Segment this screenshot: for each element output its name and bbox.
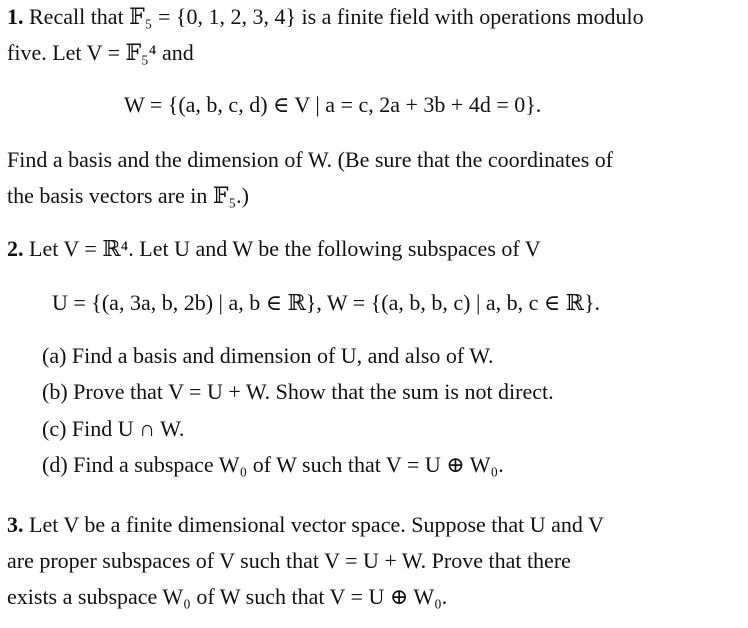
problem-1-line-2 [7,40,194,66]
problem-3-text-line-1: Let V be a finite dimensional vector space. Suppose that U and V [23,512,604,537]
problem-1-display-equation: W = {(a, b, c, d) ∈ V | a = c, 2a + 3b + 4d = 0}. [124,92,542,117]
problem-1-line-4 [7,183,249,209]
problem-2-display-equation: U = {(a, 3a, b, 2b) | a, b ∈ ℝ}, W = {(a, b, b, c) | a, b, c ∈ ℝ}. [52,290,601,315]
problem-1-line-1 [7,4,644,30]
problem-2-part-c: (c) Find U ∩ W. [42,416,185,441]
problem-2-part-a: (a) Find a basis and dimension of U, and also of W. [42,343,494,368]
problem-3-text-line-3: exists a subspace W₀ of W such that V = U ⊕ W₀. [7,584,448,609]
problem-1-number: 1. [7,4,24,29]
problem-2-part-b: (b) Prove that V = U + W. Show that the sum is not direct. [42,379,554,404]
problem-2-part-d: (d) Find a subspace W₀ of W such that V = U ⊕ W₀. [42,452,504,477]
problem-3-line-2 [7,548,571,574]
problem-1-line-3 [7,147,613,173]
problem-3-text-line-2: are proper subspaces of V such that V = U + W. Prove that there [7,548,571,573]
problem-2-number: 2. [7,236,24,261]
problem-1-text-line-3: Find a basis and the dimension of W. (Be sure that the coordinates of [7,147,614,172]
problem-3-line-1 [7,512,604,538]
problem-1-text-line-4: the basis vectors are in 𝔽₅.) [7,183,249,208]
problem-2-line-1 [7,236,541,262]
problem-3-number: 3. [7,512,24,537]
problem-1-text-line-1: Recall that 𝔽₅ = {0, 1, 2, 3, 4} is a finite field with operations modulo [23,4,644,29]
problem-1-text-line-2: five. Let V = 𝔽₅⁴ and [7,40,194,65]
problem-2-text-line-1: Let V = ℝ⁴. Let U and W be the following subspaces of V [23,236,541,261]
problem-3-line-3 [7,584,447,610]
